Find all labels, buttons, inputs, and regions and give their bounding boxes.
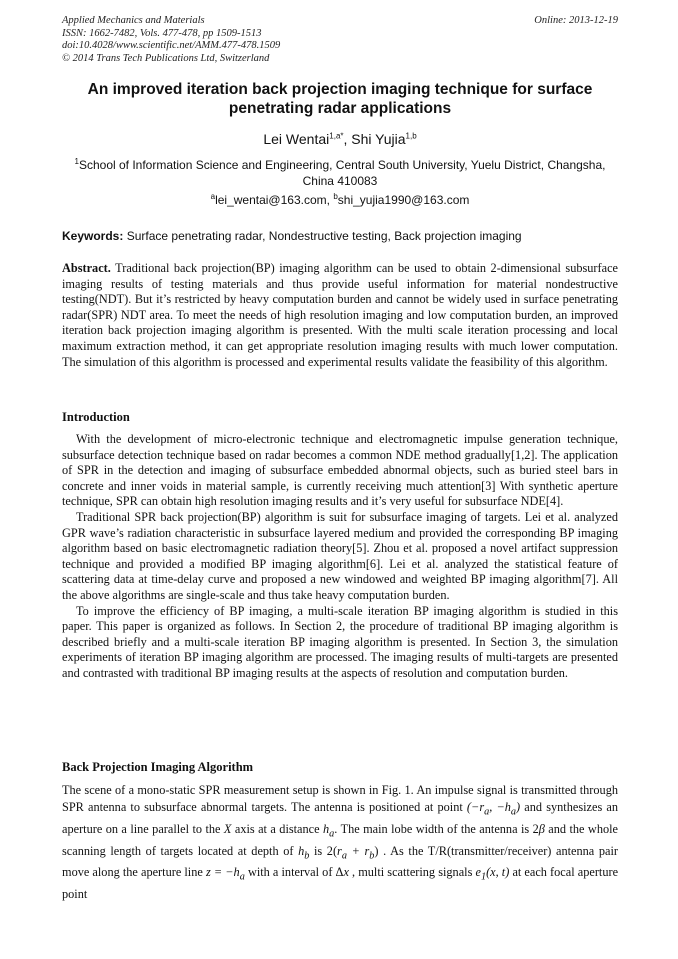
keywords-label: Keywords: (62, 229, 124, 243)
keywords (62, 229, 618, 243)
math-hb: $h_b$ (298, 843, 310, 861)
math-ha: $h_a$ (323, 821, 335, 840)
introduction-body (62, 432, 618, 682)
bp-section-body (62, 782, 618, 903)
email-b-sup: b (333, 192, 338, 201)
intro-paragraph-1: With the development of micro-electronic technique and electromagnetic impulse generation technique, subsurface detection technique based on radar becomes a common NDE method gradually[1,2]. The application of SPR in the detection and imaging of subsurface embedded abnormal objects, such as buried steel bars in concrete and inner voids in material sample, is currently receiving much attention[3] With synthetic aperture technique, SPR can obtain high resolution imaging results and it’s very useful for subsurface NDE[4]. (62, 432, 618, 509)
affiliation (62, 157, 618, 189)
math-scan-length: $r_a + r_b$ (337, 843, 375, 861)
bp-paragraph-1: The scene of a mono-static SPR measurement setup is shown in Fig. 1. An impulse signal is transmitted through SPR antenna to subsurface abnormal targets. The antenna is positioned at point ($-r_a$, $-h_a$) and synthesizes an aperture on a line parallel to the X axis at a distance $h_a$. The main lobe width of the antenna is 2β and the whole scanning length of targets located at depth of $h_b$ is $2(r_a + r_b)$ . As the T/R(transmitter/receiver) antenna pair move along the aperture line $z = -h_a$ with a interval of Δx , multi scattering signals $e_1(x$, t) at each focal aperture point (62, 783, 619, 901)
intro-paragraph-2: Traditional SPR back projection(BP) algorithm is suit for subsurface imaging of targets. Lei et al. analyzed GPR wave’s radiation characteristic in subsurface layered medium and provided the corresponding BP imaging algorithm based on basic electromagnetic radiation theory[5]. Zhou et al. proposed a novel artifact suppression technique and provided a modified BP imaging algorithm[6]. Lei et al. analyzed the statistical feature of scattering data at time-delay curve and proposed a new windowed and weighted BP imaging algorithm[7]. All the above algorithms are single-scale and thus take heavy computation burden. (62, 509, 618, 602)
bp-section-heading: Back Projection Imaging Algorithm (62, 760, 254, 774)
keywords-text: Surface penetrating radar, Nondestructive testing, Back projection imaging (126, 229, 522, 243)
introduction-heading: Introduction (62, 410, 130, 424)
author-2: Shi Yujia (351, 131, 406, 147)
issn-line: ISSN: 1662-7482, Vols. 477-478, pp 1509-1513 (62, 27, 262, 39)
abstract-label: Abstract. (62, 261, 111, 275)
affiliation-sup: 1 (74, 157, 79, 166)
author-2-sup: 1,b (405, 131, 417, 141)
email-a[interactable]: lei_wentai@163.com, (215, 193, 330, 207)
math-beta: β (538, 821, 545, 836)
copyright-line: © 2014 Trans Tech Publications Ltd, Switzerland (62, 52, 270, 64)
math-dx: x (343, 865, 349, 880)
author-emails (62, 193, 618, 207)
paper-title: An improved iteration back projection imaging technique for surface penetrating radar applications (87, 81, 593, 117)
author-1-sup: 1,a* (329, 131, 344, 141)
email-a-sup: a (210, 192, 216, 201)
online-date: Online: 2013-12-19 (534, 15, 618, 26)
journal-header (62, 15, 618, 65)
math-aperture-line: $z = -h_a$ (205, 865, 245, 883)
affiliation-text: School of Information Science and Engineering, Central South University, Yuelu District, Changsha, China 410083 (78, 158, 606, 188)
author-1: Lei Wentai (263, 131, 330, 147)
author-list (62, 131, 618, 147)
math-x-axis: X (223, 821, 232, 836)
math-signal: $e_1(x$, t) (475, 865, 510, 883)
doi-line: doi:10.4028/www.scientific.net/AMM.477-478.1509 (62, 40, 281, 51)
abstract-text: Traditional back projection(BP) imaging algorithm can be used to obtain 2-dimensional subsurface imaging results of testing materials and thus provide useful information for material nondestructive testing(NDT). But it’s restricted by heavy computation burden and cannot be widely used in surface penetrating radar(SPR) NDT area. To meet the needs of high resolution imaging and low computation burden, an improved iteration back projection imaging algorithm is presented. With the multi scale iteration processing and local maximum extraction method, it can get appropriate resolution imaging results with much lower computation. The simulation of this algorithm is processed and experimental results validate the feasibility of this algorithm. (62, 261, 618, 369)
abstract (62, 261, 618, 370)
math-antenna-point: ($-r_a$, $-h_a$) (466, 800, 521, 818)
intro-paragraph-3: To improve the efficiency of BP imaging, a multi-scale iteration BP imaging algorithm is studied in this paper. This paper is organized as follows. In Section 2, the procedure of traditional BP imaging algorithm is described briefly and a multi-scale iteration BP imaging algorithm is presented. In Section 3, the simulation experiments of iteration BP imaging algorithm are processed. The imaging results of multi-targets are presented and contrasted with traditional BP imaging results at the aspects of resolution and computation burden. (62, 603, 618, 680)
email-b[interactable]: shi_yujia1990@163.com (337, 193, 470, 207)
author-separator: , (343, 131, 352, 147)
journal-name: Applied Mechanics and Materials (62, 15, 205, 26)
